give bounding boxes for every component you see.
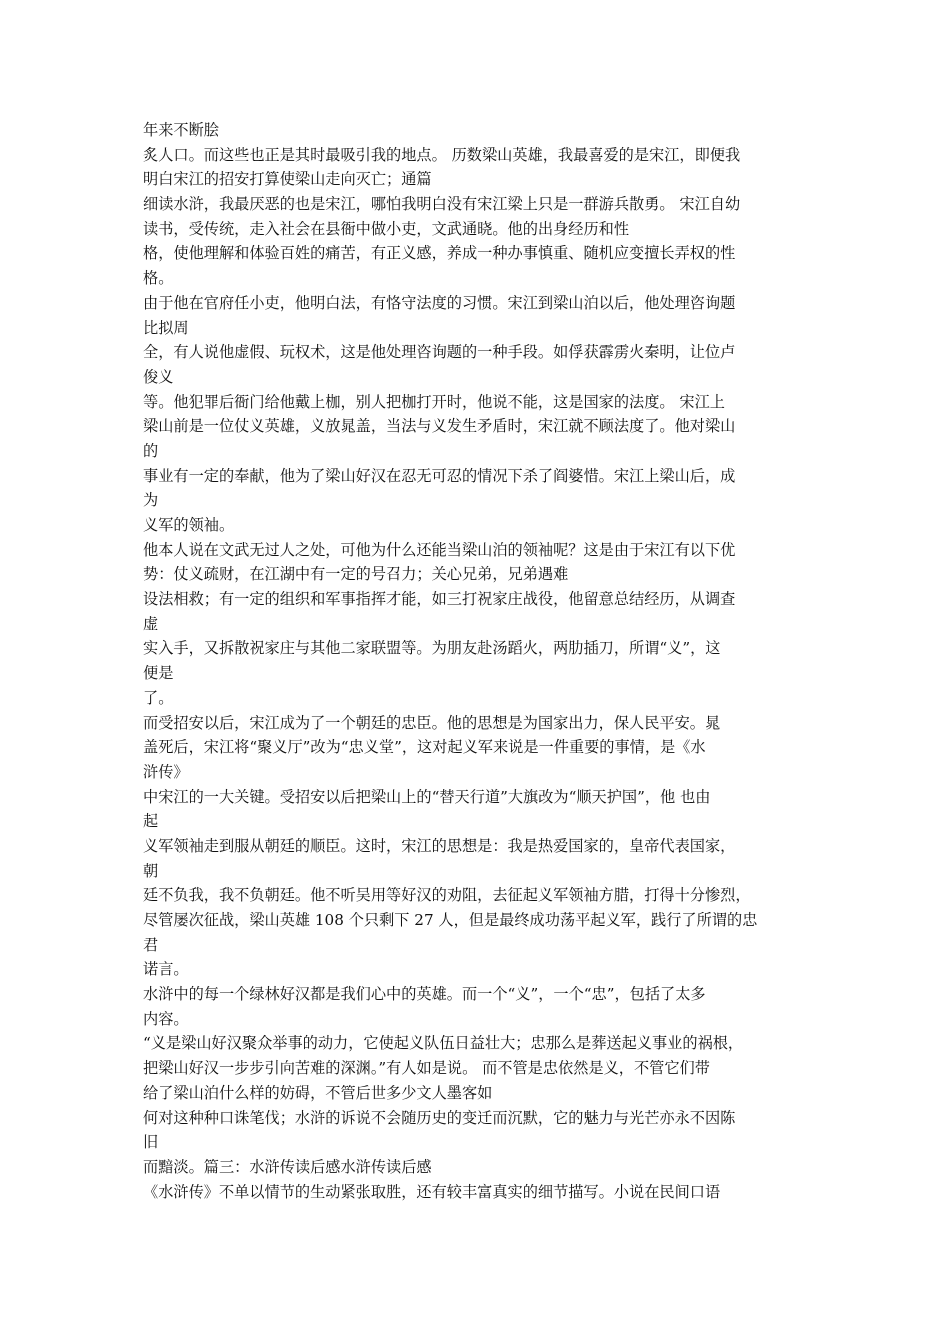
text-line: 全，有人说他虚假、玩权术，这是他处理咨询题的一种手段。如俘获霹雳火秦明，让位卢: [143, 343, 736, 362]
text-line: 义军的领袖。: [143, 516, 235, 534]
text-line: 虚: [143, 614, 159, 633]
text-line: 由于他在官府任小吏，他明白法，有恪守法度的习惯。宋江到梁山泊以后，他处理咨询题: [143, 293, 736, 312]
text-line: 便是: [143, 664, 174, 683]
text-line: 诺言。: [143, 960, 189, 979]
text-line: 朝: [143, 861, 159, 880]
text-line: 读书，受传统，走入社会在县衙中做小吏，文武通晓。他的出身经历和性: [143, 219, 629, 238]
text-line: 的: [143, 441, 159, 460]
text-line: 内容。: [143, 1009, 189, 1028]
text-line: 把梁山好汉一步步引向苦难的深渊。”有人如是说。 而不管是忠依然是义，不管它们带: [143, 1059, 710, 1078]
text-line: 了。: [143, 688, 174, 707]
text-line: 格。: [143, 269, 174, 288]
text-line: 中宋江的一大关键。受招安以后把梁山上的“替天行道”大旗改为“顺天护国”，他 也由: [143, 787, 711, 806]
text-line: 势：仗义疏财，在江湖中有一定的号召力；关心兄弟，兄弟遇难: [143, 565, 569, 584]
document-text-body: [143, 118, 811, 1204]
text-line: 盖死后，宋江将“聚义厅”改为“忠义堂”，这对起义军来说是一件重要的事情，是《水: [143, 738, 706, 757]
text-line: 实入手，又拆散祝家庄与其他二家联盟等。为朋友赴汤蹈火，两肋插刀，所谓“义”，这: [143, 639, 721, 658]
text-line: 为: [143, 491, 159, 510]
text-line: 君: [143, 935, 159, 954]
text-line: 浒传》: [143, 762, 189, 781]
text-line: 《水浒传》不单以情节的生动紧张取胜，还有较丰富真实的细节描写。小说在民间口语: [143, 1182, 721, 1201]
text-line: 细读水浒，我最厌恶的也是宋江，哪怕我明白没有宋江梁上只是一群游兵散勇。 宋江自幼: [143, 195, 741, 214]
text-line: 他本人说在文武无过人之处，可他为什么还能当梁山泊的领袖呢？这是由于宋江有以下优: [143, 540, 736, 559]
text-line: 炙人口。而这些也正是其时最吸引我的地点。 历数梁山英雄，我最喜爱的是宋江，即便我: [143, 145, 741, 164]
text-line: 梁山前是一位仗义英雄，义放晁盖，当法与义发生矛盾时，宋江就不顾法度了。他对梁山: [143, 417, 736, 436]
text-line: 等。他犯罪后衙门给他戴上枷，别人把枷打开时，他说不能，这是国家的法度。 宋江上: [143, 392, 725, 411]
text-line: 义军领袖走到服从朝廷的顺臣。这时，宋江的思想是：我是热爱国家的，皇帝代表国家，: [143, 836, 736, 855]
text-line: 给了梁山泊什么样的妨碍，不管后世多少文人墨客如: [143, 1083, 493, 1102]
text-line: 起: [143, 812, 159, 831]
text-line: 比拟周: [143, 318, 189, 337]
text-line: 俊义: [143, 367, 174, 386]
text-line: 而黯淡。篇三：水浒传读后感水浒传读后感: [143, 1157, 432, 1176]
text-line: 格，使他理解和体验百姓的痛苦，有正义感，养成一种办事慎重、随机应变擅长弄权的性: [143, 244, 736, 263]
text-line: 年来不断脍: [143, 121, 219, 139]
text-line: 廷不负我，我不负朝廷。他不听吴用等好汉的劝阻，去征起义军领袖方腊，打得十分惨烈，: [143, 886, 751, 905]
text-line: “义是梁山好汉聚众举事的动力，它使起义队伍日益壮大；忠那么是葬送起义事业的祸根，: [143, 1034, 744, 1053]
text-line: 旧: [143, 1133, 159, 1152]
text-line: 何对这种种口诛笔伐；水浒的诉说不会随历史的变迁而沉默，它的魅力与光芒亦永不因陈: [143, 1108, 736, 1127]
text-line: 明白宋江的招安打算使梁山走向灭亡；通篇: [143, 170, 432, 189]
text-line: 水浒中的每一个绿林好汉都是我们心中的英雄。而一个“义”，一个“忠”，包括了太多: [143, 985, 706, 1004]
text-line: 事业有一定的奉献，他为了梁山好汉在忍无可忍的情况下杀了阎婆惜。宋江上梁山后，成: [143, 466, 736, 485]
text-line: 设法相救；有一定的组织和军事指挥才能，如三打祝家庄战役，他留意总结经历，从调查: [143, 590, 736, 609]
text-line: 而受招安以后，宋江成为了一个朝廷的忠臣。他的思想是为国家出力，保人民平安。晁: [143, 713, 721, 732]
text-line: 尽管屡次征战，梁山英雄 108 个只剩下 27 人，但是最终成功荡平起义军，践行了所谓的忠: [143, 911, 758, 929]
